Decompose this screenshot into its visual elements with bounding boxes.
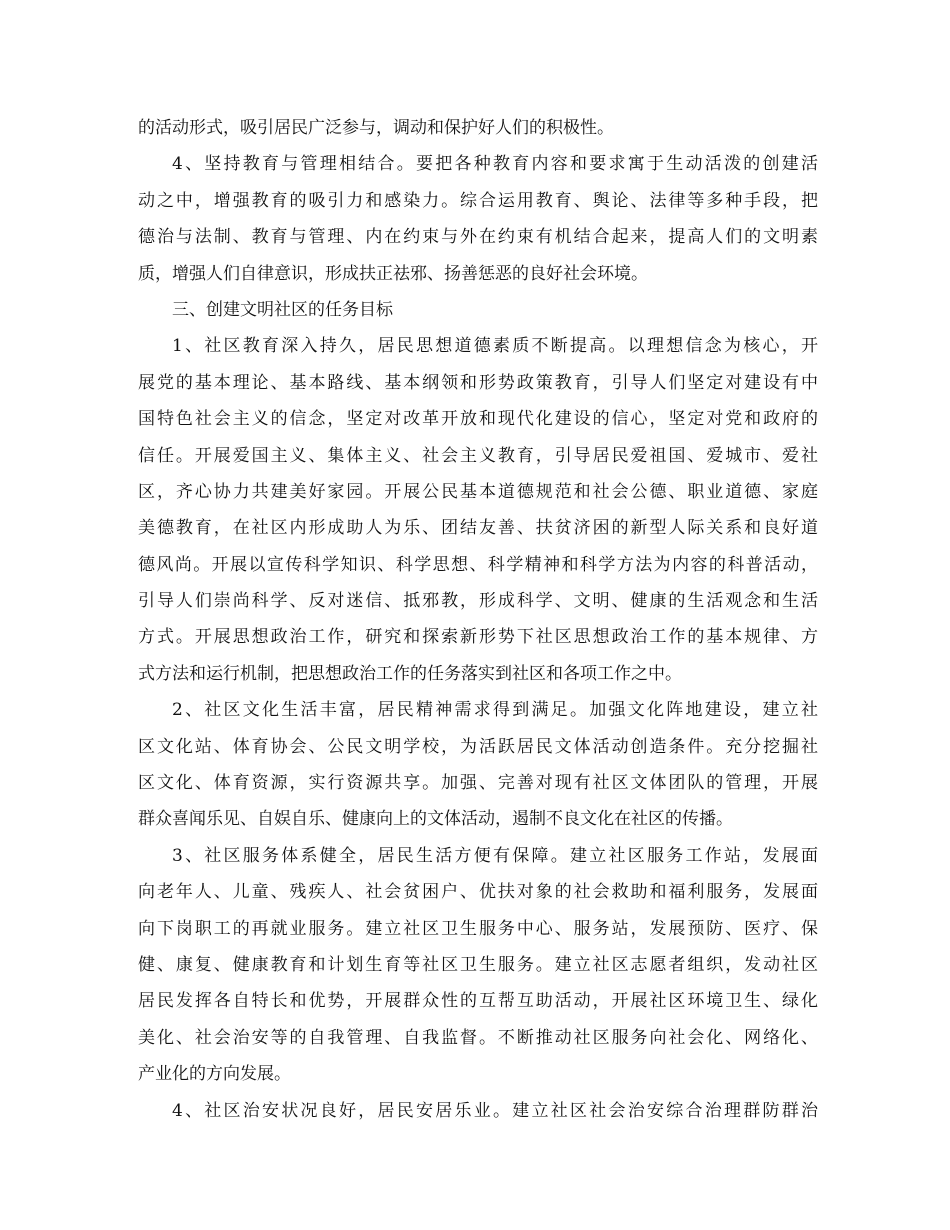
text-line: 引导人们崇尚科学、反对迷信、抵邪教，形成科学、文明、健康的生活观念和生活 [138,591,818,612]
text-line: 4、坚持教育与管理相结合。要把各种教育内容和要求寓于生动活泼的创建活 [172,154,818,175]
text-line: 向老年人、儿童、残疾人、社会贫困户、优扶对象的社会救助和福利服务，发展面 [138,882,818,903]
text-line: 国特色社会主义的信念，坚定对改革开放和现代化建设的信心，坚定对党和政府的 [138,409,818,430]
text-line: 健、康复、健康教育和计划生育等社区卫生服务。建立社区志愿者组织，发动社区 [138,954,818,975]
text-line: 2、社区文化生活丰富，居民精神需求得到满足。加强文化阵地建设，建立社 [172,700,818,721]
document-body [138,110,818,1129]
text-line: 展党的基本理论、基本路线、基本纲领和形势政策教育，引导人们坚定对建设有中 [138,372,818,393]
text-line: 信任。开展爱国主义、集体主义、社会主义教育，引导居民爱祖国、爱城市、爱社 [138,445,818,466]
text-line: 的活动形式，吸引居民广泛参与，调动和保护好人们的积极性。 [138,118,614,138]
text-line: 居民发挥各自特长和优势，开展群众性的互帮互助活动，开展社区环境卫生、绿化 [138,991,818,1012]
text-line: 4、社区治安状况良好，居民安居乐业。建立社区社会治安综合治理群防群治 [172,1100,818,1121]
section-heading: 三、创建文明社区的任务目标 [172,299,393,320]
text-line: 美化、社会治安等的自我管理、自我监督。不断推动社区服务向社会化、网络化、 [138,1027,818,1048]
text-line: 区，齐心协力共建美好家园。开展公民基本道德规范和社会公德、职业道德、家庭 [138,481,818,502]
text-line: 3、社区服务体系健全，居民生活方便有保障。建立社区服务工作站，发展面 [172,845,818,866]
text-line: 区文化、体育资源，实行资源共享。加强、完善对现有社区文体团队的管理，开展 [138,773,818,794]
text-line: 动之中，增强教育的吸引力和感染力。综合运用教育、舆论、法律等多种手段，把 [138,190,818,211]
text-line: 式方法和运行机制，把思想政治工作的任务落实到社区和各项工作之中。 [138,663,682,684]
text-line: 产业化的方向发展。 [138,1064,291,1085]
text-line: 群众喜闻乐见、自娱自乐、健康向上的文体活动，遏制不良文化在社区的传播。 [138,809,733,830]
text-line: 德风尚。开展以宣传科学知识、科学思想、科学精神和科学方法为内容的科普活动， [138,554,818,575]
text-line: 德治与法制、教育与管理、内在约束与外在约束有机结合起来，提高人们的文明素 [138,227,818,248]
text-line: 区文化站、体育协会、公民文明学校，为活跃居民文体活动创造条件。充分挖掘社 [138,736,818,757]
text-line: 方式。开展思想政治工作，研究和探索新形势下社区思想政治工作的基本规律、方 [138,627,818,648]
text-line: 1、社区教育深入持久，居民思想道德素质不断提高。以理想信念为核心，开 [172,336,818,357]
text-line: 质，增强人们自律意识，形成扶正祛邪、扬善惩恶的良好社会环境。 [138,263,648,284]
text-line: 美德教育，在社区内形成助人为乐、团结友善、扶贫济困的新型人际关系和良好道 [138,518,818,539]
text-line: 向下岗职工的再就业服务。建立社区卫生服务中心、服务站，发展预防、医疗、保 [138,918,818,939]
